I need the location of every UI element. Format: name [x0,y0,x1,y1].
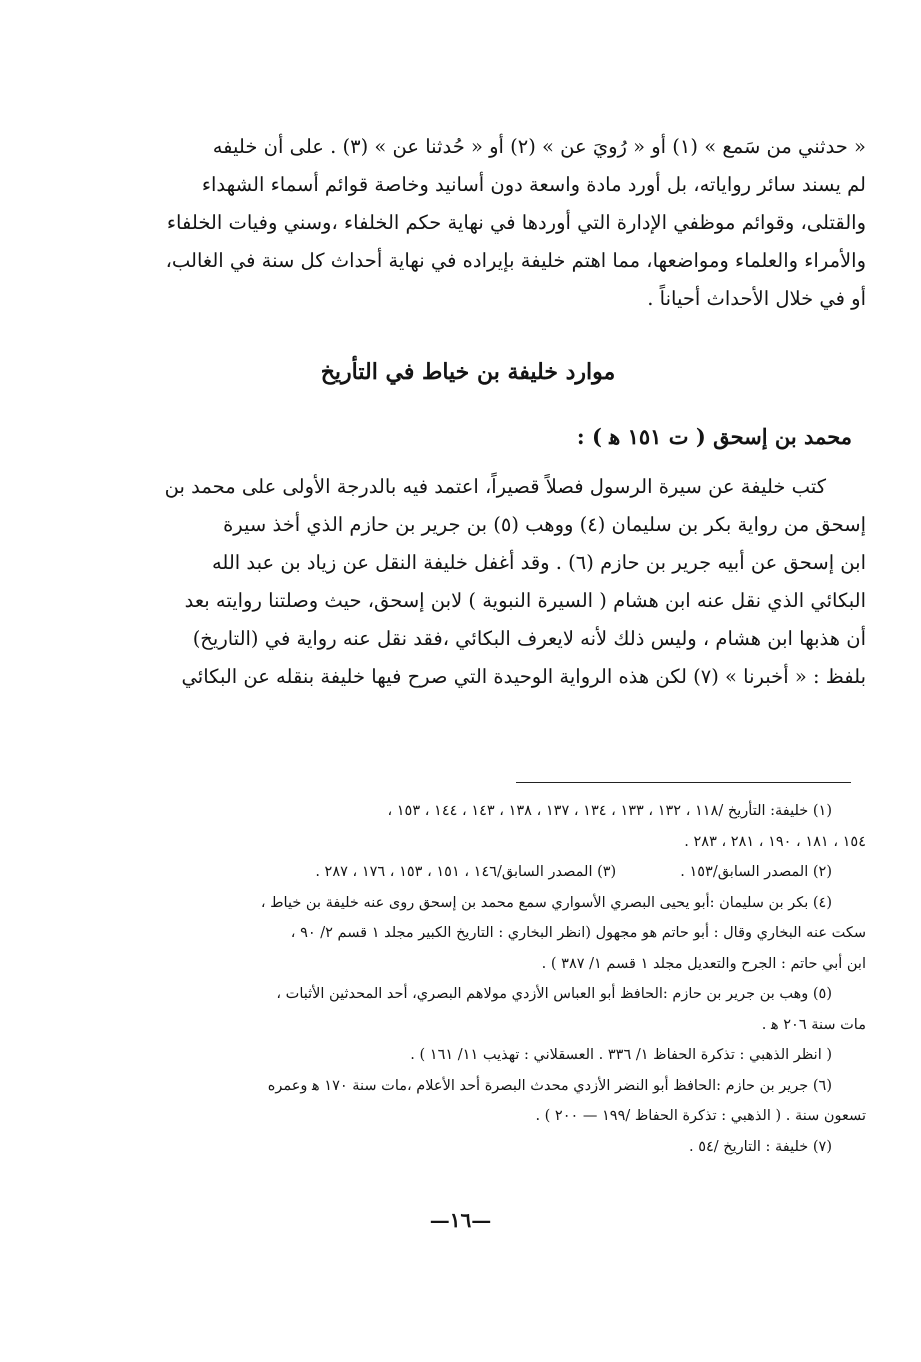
footnote-3: (٣) المصدر السابق/١٤٦ ، ١٥١ ، ١٥٣ ، ١٧٦ ، ٢٨٧ . [315,864,617,880]
intro-line: والقتلى، وقوائم موظفي الإدارة التي أوردها في نهاية حكم الخلفاء ،وسني وفيات الخلفاء [166,211,866,234]
footnote-text: سكت عنه البخاري وقال : أبو حاتم هو مجهول (انظر البخاري : التاريخ الكبير مجلد ١ قسم ٢/ ٩٠ ، [290,925,866,941]
subsection-title: محمد بن إسحق ( ت ١٥١ ﻫ ) : [576,424,852,449]
footnote-text: ١٥٤ ، ١٨١ ، ١٩٠ ، ٢٨١ ، ٢٨٣ . [684,833,866,850]
footnote-text: مات سنة ٢٠٦ ﻫ . [761,1016,866,1033]
footnote-5-reference [70,1040,866,1071]
intro-paragraph [70,128,866,318]
footnotes [70,796,866,1162]
footnote-4 [70,888,866,919]
footnote-7 [70,1132,866,1163]
intro-line: والأمراء والعلماء ومواضعها، مما اهتم خليفة بإيراده في نهاية أحداث كل سنة في الغالب، [165,249,866,272]
intro-line: أو في خلال الأحداث أحياناً . [647,287,866,310]
footnote-6 [70,1071,866,1102]
footnote-2-3-row [70,857,866,888]
footnote-5-continued [70,1010,866,1041]
footnote-text: ابن أبي حاتم : الجرح والتعديل مجلد ١ قسم ١/ ٣٨٧ ) . [541,955,866,972]
body-line: إسحق من رواية بكر بن سليمان (٤) ووهب (٥) بن جرير بن حازم الذي أخذ سيرة [223,513,866,536]
footnote-2: (٢) المصدر السابق/١٥٣ . [680,864,832,880]
body-line: كتب خليفة عن سيرة الرسول فصلاً قصيراً، اعتمد فيه بالدرجة الأولى على محمد بن [164,475,826,498]
footnote-6-continued [70,1101,866,1132]
footnote-1-continued [70,827,866,858]
intro-line: « حدثني من سَمع » (١) أو « رُويَ عن » (٢) أو « حُدثنا عن » (٣) . على أن خليفه [212,135,866,158]
footnote-text: (٧) خليفة : التاريخ /٥٤ . [688,1138,832,1155]
intro-line: لم يسند سائر رواياته، بل أورد مادة واسعة دون أسانيد وخاصة قوائم أسماء الشهداء [201,173,866,196]
page-number: —١٦— [429,1208,492,1232]
footnote-4-continued [70,949,866,980]
body-line: أن هذبها ابن هشام ، وليس ذلك لأنه لايعرف البكائي ،فقد نقل عنه رواية في (التاريخ) [192,627,866,650]
body-line: بلفظ : « أخبرنا » (٧) لكن هذه الرواية الوحيدة التي صرح فيها خليفة بنقله عن البكائي [181,665,866,688]
footnote-separator [516,782,851,783]
footnote-5 [70,979,866,1010]
footnote-4-continued [70,918,866,949]
section-title: موارد خليفة بن خياط في التأريخ [320,359,616,385]
footnote-1 [70,796,866,827]
footnote-text: تسعون سنة . ( الذهبي : تذكرة الحفاظ /١٩٩ — ٢٠٠ ) . [535,1108,866,1124]
footnote-text: (١) خليفة: التأريخ /١١٨ ، ١٣٢ ، ١٣٣ ، ١٣٤ ، ١٣٧ ، ١٣٨ ، ١٤٣ ، ١٤٤ ، ١٥٣ ، [387,803,832,819]
footnote-text: (٤) بكر بن سليمان :أبو يحيى البصري الأسواري سمع محمد بن إسحق روى عنه خليفة بن خياط ، [260,894,832,911]
footnote-text: (٦) جرير بن حازم :الحافظ أبو النضر الأزدي محدث البصرة أحد الأعلام ،مات سنة ١٧٠ ﻫ وعمره [267,1077,832,1094]
footnote-text: (٥) وهب بن جرير بن حازم :الحافظ أبو العباس الأزدي مولاهم البصري، أحد المحدثين الأثبات ، [276,986,832,1002]
body-line: ابن إسحق عن أبيه جرير بن حازم (٦) . وقد أغفل خليفة النقل عن زياد بن عبد الله [211,551,866,574]
footnote-text: ( انظر الذهبي : تذكرة الحفاظ ١/ ٣٣٦ . العسقلاني : تهذيب ١١/ ١٦١ ) . [410,1047,832,1063]
body-paragraph [70,468,866,696]
body-line: البكائي الذي نقل عنه ابن هشام ( السيرة النبوية ) لابن إسحق، حيث وصلتنا روايته بعد [184,589,866,612]
main-text [70,128,866,696]
